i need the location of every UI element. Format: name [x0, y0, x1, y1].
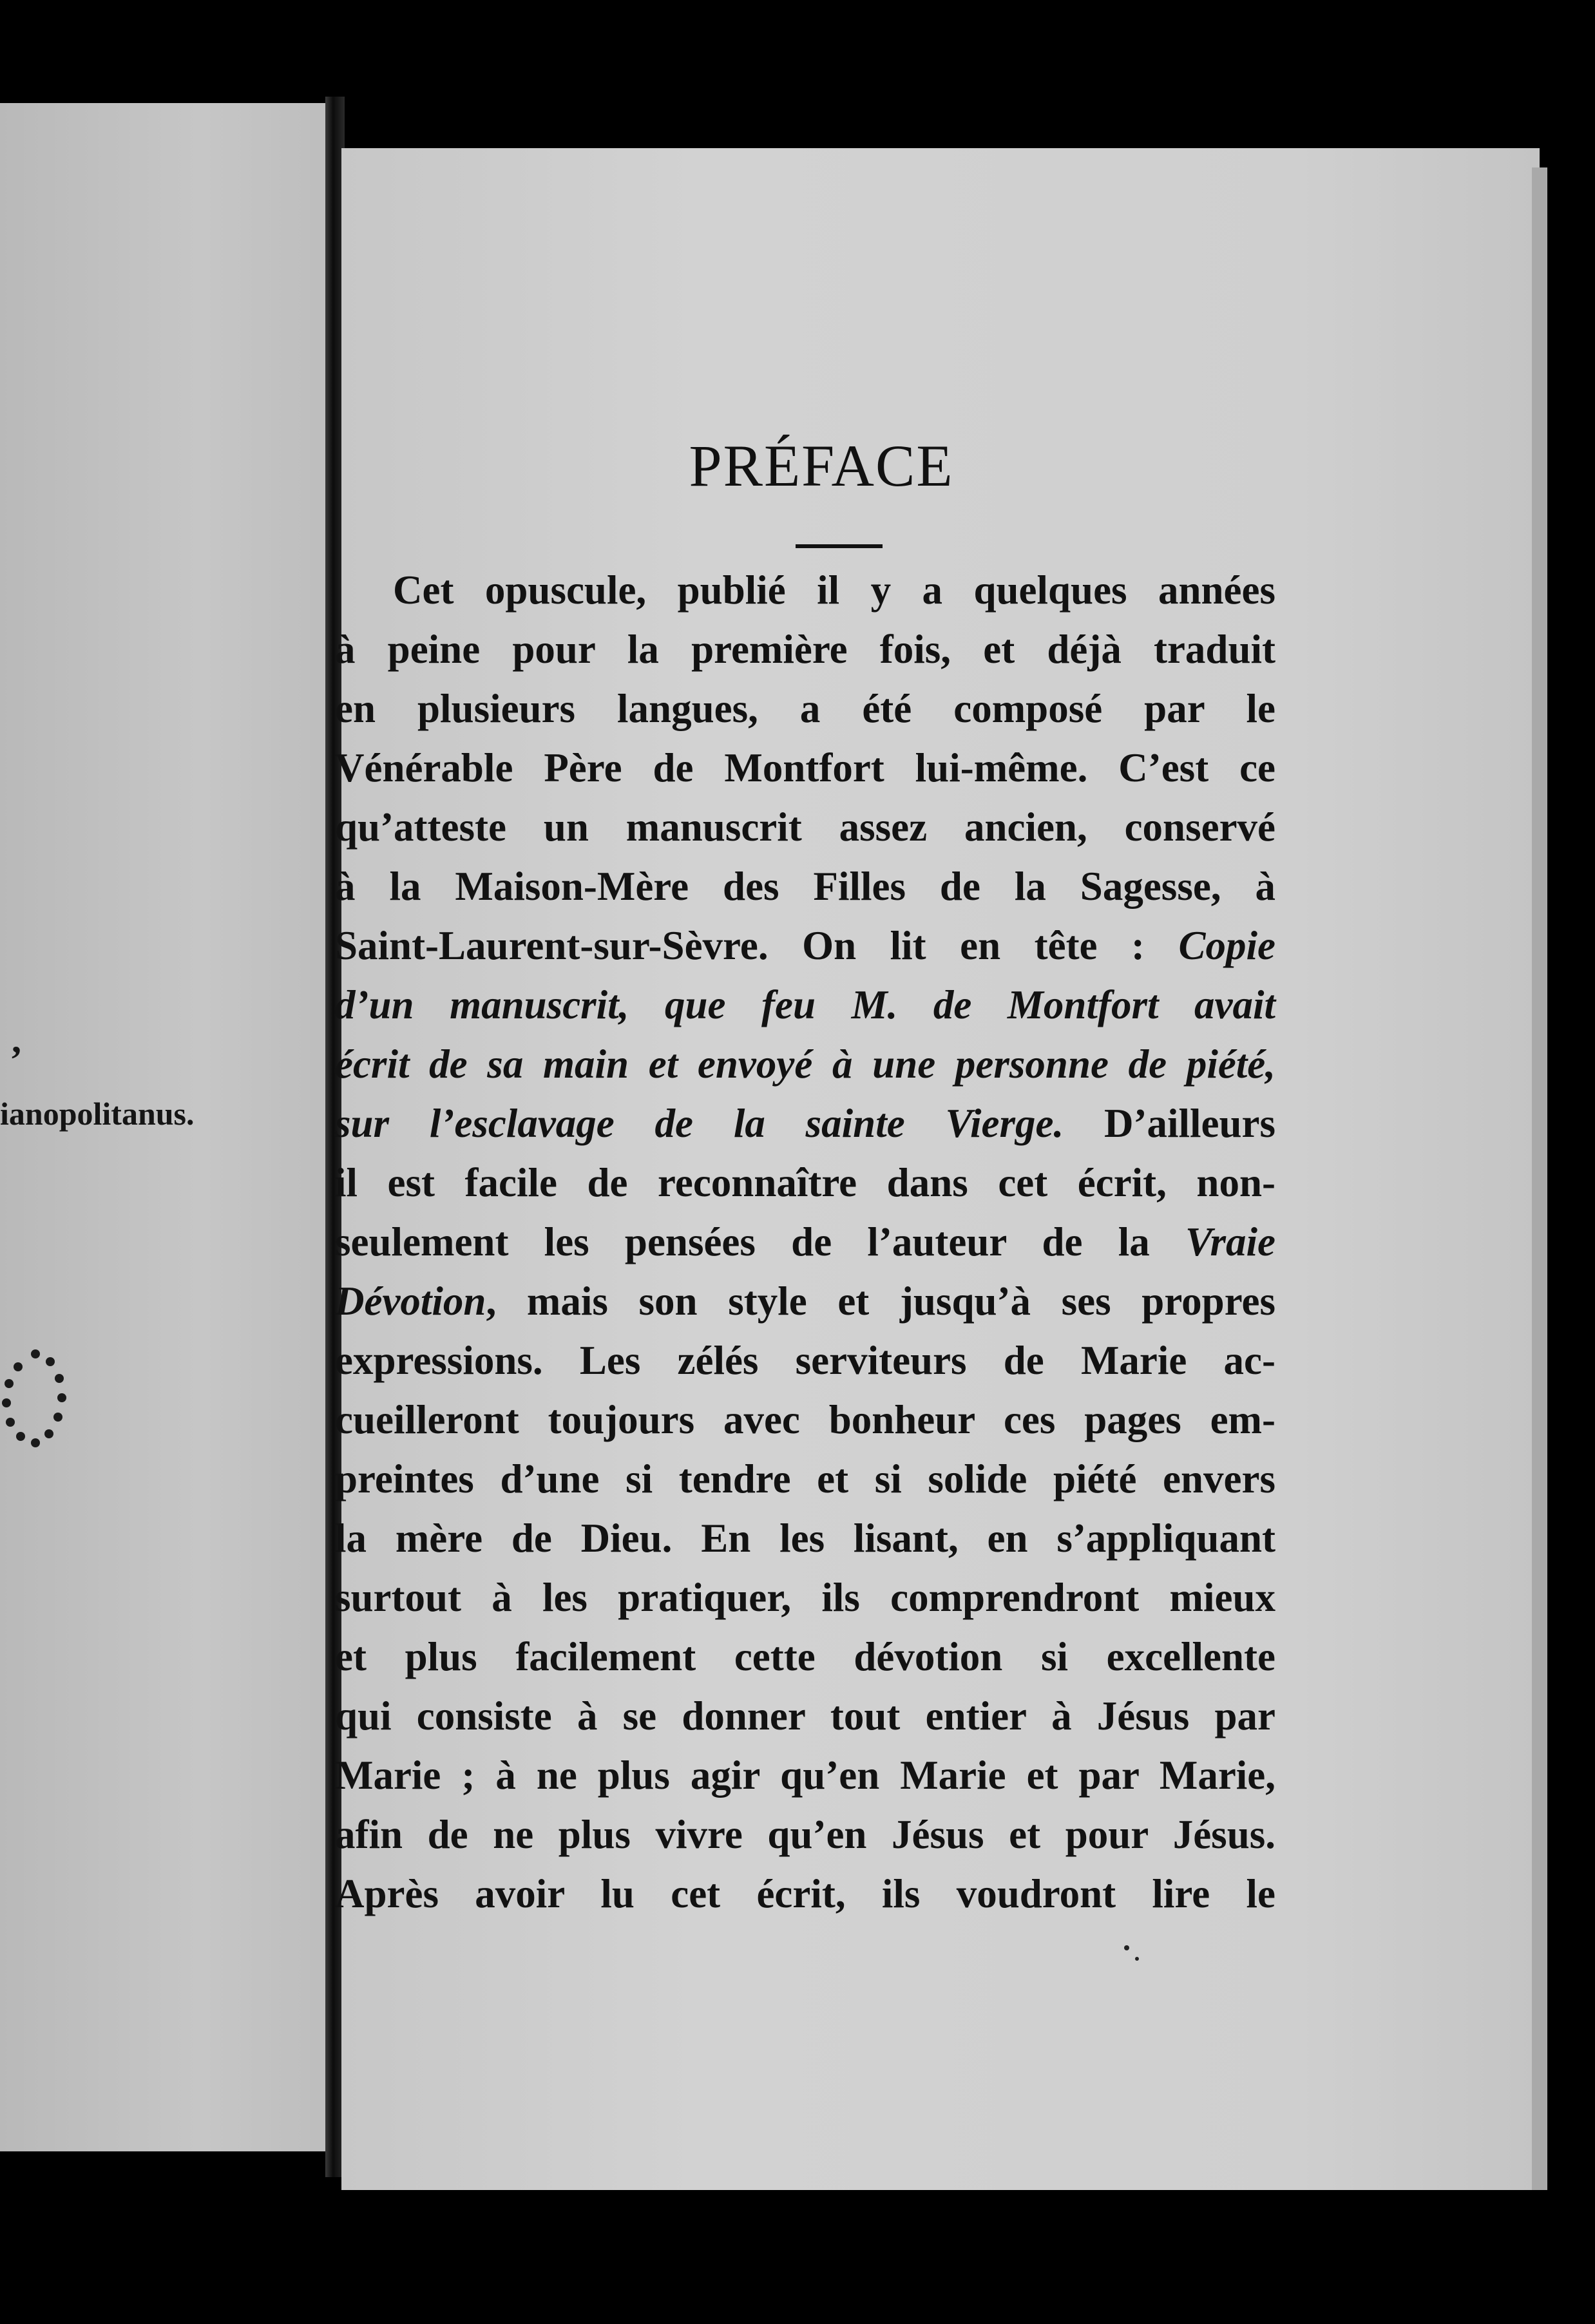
italic-segment: d’un manuscrit, que feu M. de Montfort avait: [335, 982, 1275, 1027]
italic-segment: écrit de sa main et envoyé à une personne de piété,: [335, 1042, 1275, 1087]
text-line: [335, 560, 1275, 620]
text-segment: , mais son style et jusqu’à ses propres: [486, 1279, 1275, 1324]
text-line: [335, 1746, 1275, 1805]
italic-segment: Copie: [1178, 923, 1275, 968]
text-segment: preintes d’une si tendre et si solide piété envers: [335, 1456, 1275, 1501]
text-line: [335, 1805, 1275, 1864]
text-line: [335, 1212, 1275, 1272]
text-line: [335, 1272, 1275, 1331]
left-page-fragment: ianopolitanus.: [0, 1096, 195, 1132]
text-line: [335, 1153, 1275, 1212]
text-line: [335, 1390, 1275, 1449]
left-page-comma: ,: [12, 1018, 21, 1061]
text-line: [335, 1627, 1275, 1686]
text-segment: expressions. Les zélés serviteurs de Marie ac-: [335, 1338, 1275, 1383]
text-line: [335, 1509, 1275, 1568]
italic-segment: Dévotion: [335, 1279, 486, 1324]
text-segment: à peine pour la première fois, et déjà traduit: [335, 627, 1275, 672]
text-segment: Saint-Laurent-sur-Sèvre. On lit en tête :: [335, 923, 1179, 968]
preface-text: [335, 560, 1275, 1923]
heading-rule: [796, 544, 883, 548]
text-segment: la mère de Dieu. En les lisant, en s’appliquant: [335, 1516, 1275, 1561]
text-segment: afin de ne plus vivre qu’en Jésus et pour Jésus.: [335, 1812, 1275, 1857]
ornament-icon: [0, 1346, 71, 1456]
text-segment: il est facile de reconnaître dans cet écrit, non-: [335, 1160, 1275, 1205]
text-line: [335, 620, 1275, 679]
text-line: [335, 797, 1275, 857]
text-segment: Cet opuscule, publié il y a quelques années: [393, 567, 1275, 613]
text-segment: en plusieurs langues, a été composé par le: [335, 686, 1275, 731]
text-line: [335, 1568, 1275, 1627]
italic-segment: Vraie: [1185, 1219, 1275, 1264]
text-line: [335, 916, 1275, 975]
text-line: [335, 1034, 1275, 1094]
text-segment: et plus facilement cette dévotion si excellente: [335, 1634, 1275, 1679]
text-segment: qu’atteste un manuscrit assez ancien, conservé: [335, 805, 1275, 850]
text-line: [335, 679, 1275, 738]
text-segment: D’ailleurs: [1064, 1101, 1275, 1146]
italic-segment: sur l’esclavage de la sainte Vierge.: [335, 1101, 1064, 1146]
text-segment: Marie ; à ne plus agir qu’en Marie et par Marie,: [335, 1753, 1275, 1798]
text-line: [335, 1864, 1275, 1923]
text-segment: à la Maison-Mère des Filles de la Sagesse, à: [335, 864, 1275, 909]
text-line: [335, 975, 1275, 1034]
text-segment: qui consiste à se donner tout entier à Jésus par: [335, 1693, 1275, 1738]
text-segment: Après avoir lu cet écrit, ils voudront lire le: [335, 1871, 1275, 1916]
text-line: [335, 1094, 1275, 1153]
text-segment: cueilleront toujours avec bonheur ces pages em-: [335, 1397, 1275, 1442]
text-segment: surtout à les pratiquer, ils comprendront mieux: [335, 1575, 1275, 1620]
page-edge: [1532, 167, 1547, 2190]
text-line: [335, 857, 1275, 916]
page-heading: PRÉFACE: [689, 433, 954, 499]
text-line: [335, 738, 1275, 797]
text-segment: seulement les pensées de l’auteur de la: [335, 1219, 1185, 1264]
ink-speck: [1135, 1957, 1139, 1961]
text-line: [335, 1686, 1275, 1746]
ink-speck: [1124, 1945, 1129, 1950]
text-line: [335, 1331, 1275, 1390]
left-page: [0, 103, 335, 2151]
text-segment: Vénérable Père de Montfort lui-même. C’est ce: [335, 745, 1275, 790]
text-line: [335, 1449, 1275, 1509]
